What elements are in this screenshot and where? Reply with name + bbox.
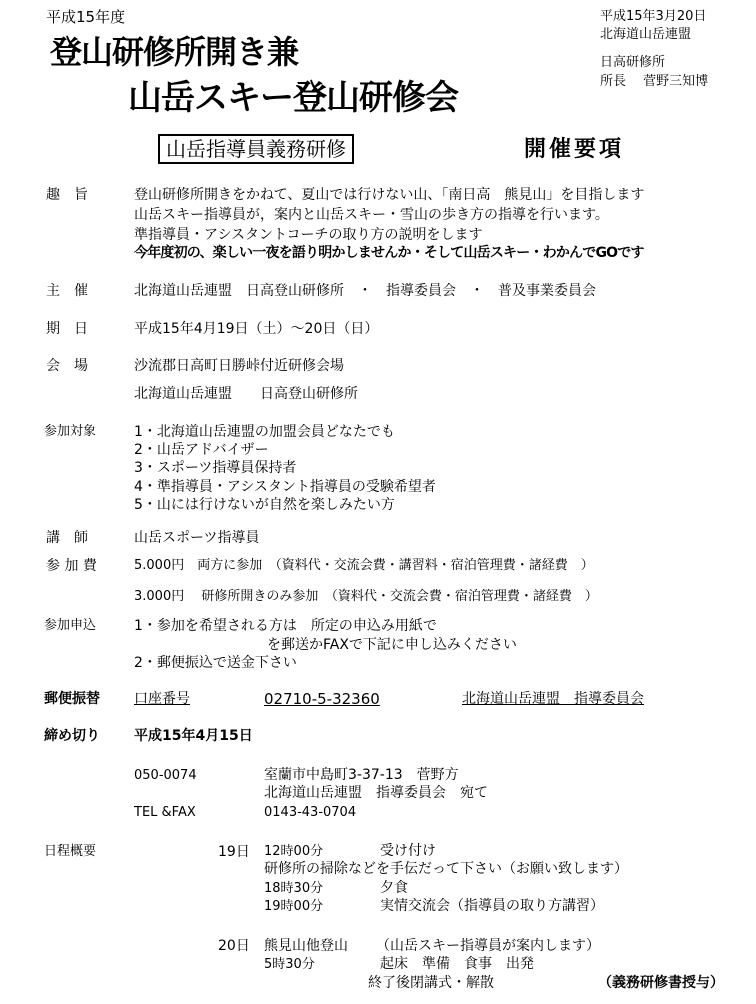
day2-title: 熊見山他登山 bbox=[264, 938, 348, 954]
schedule-event: 受け付け bbox=[380, 843, 436, 859]
fee-line1: 5.000円 両方に参加 （資料代・交流会費・講習料・宿泊管理費・諸経費 ） bbox=[134, 558, 594, 573]
year-label: 平成15年度 bbox=[46, 8, 126, 26]
venue-line1: 沙流郡日高町日勝峠付近研修会場 bbox=[134, 358, 344, 374]
schedule-event: 実情交流会（指導員の取り方講習） bbox=[380, 898, 604, 914]
issuer-title: 所長 菅野三知博 bbox=[600, 74, 709, 89]
tel-fax-label: TEL &FAX bbox=[134, 805, 196, 820]
title-line2: 山岳スキー登山研修会 bbox=[128, 78, 458, 118]
application-label: 参加申込 bbox=[44, 618, 97, 633]
schedule-time: 12時00分 bbox=[264, 844, 324, 859]
postal-code: 050-0074 bbox=[134, 768, 197, 783]
issuer-org: 北海道山岳連盟 bbox=[600, 27, 692, 42]
purpose-line: 登山研修所開きをかねて、夏山では行けない山、「南日高 熊見山」を目指します bbox=[134, 187, 645, 203]
venue-label: 会 場 bbox=[46, 358, 88, 374]
eligibility-item: 4・準指導員・アシスタント指導員の受験希望者 bbox=[134, 479, 436, 495]
schedule-time: 19時00分 bbox=[264, 899, 324, 914]
eligibility-item: 3・スポーツ指導員保持者 bbox=[134, 460, 297, 476]
organizer-label: 主 催 bbox=[46, 283, 88, 299]
day2-event: 起床 準備 食事 出発 bbox=[380, 956, 534, 972]
account-number: 02710-5-32360 bbox=[264, 690, 380, 708]
eligibility-item: 5・山には行けないが自然を楽しみたい方 bbox=[134, 497, 395, 513]
day2-label: 20日 bbox=[218, 938, 250, 954]
eligibility-item: 2・山岳アドバイザー bbox=[134, 442, 269, 458]
schedule-event: 研修所の掃除などを手伝だって下さい（お願い致します） bbox=[264, 861, 628, 877]
schedule-label: 日程概要 bbox=[44, 844, 97, 859]
certificate-note: （義務研修書授与） bbox=[598, 975, 724, 991]
purpose-line-emphasis: 今年度初の、楽しい一夜を語り明かしませんか・そして山岳スキー・わかんでGOです bbox=[134, 245, 644, 261]
purpose-label: 趣 旨 bbox=[46, 187, 88, 203]
purpose-line: 山岳スキー指導員が，案内と山岳スキー・雪山の歩き方の指導を行います。 bbox=[134, 207, 609, 223]
day1-label: 19日 bbox=[218, 844, 250, 860]
deadline-label: 締め切り bbox=[44, 728, 100, 744]
contact-addressee: 北海道山岳連盟 指導委員会 宛て bbox=[264, 785, 488, 801]
purpose-line: 準指導員・アシスタントコーチの取り方の説明をします bbox=[134, 227, 483, 243]
venue-line2: 北海道山岳連盟 日高登山研修所 bbox=[134, 386, 358, 402]
schedule-time: 18時30分 bbox=[264, 881, 324, 896]
application-line3: 2・郵便振込で送金下さい bbox=[134, 655, 297, 671]
application-line1: 1・参加を希望される方は 所定の申込み用紙で bbox=[134, 618, 437, 634]
fee-label: 参 加 費 bbox=[46, 558, 97, 574]
dates-label: 期 日 bbox=[46, 321, 88, 337]
fee-line2: 3.000円 研修所開きのみ参加 （資料代・交流会費・宿泊管理費・諸経費 ） bbox=[134, 589, 598, 604]
account-name: 北海道山岳連盟 指導委員会 bbox=[462, 691, 644, 707]
dates-text: 平成15年4月19日（土）～20日（日） bbox=[134, 321, 379, 337]
page-heading: 開催要項 bbox=[524, 137, 625, 162]
eligibility-item: 1・北海道山岳連盟の加盟会員どなたでも bbox=[134, 424, 395, 440]
eligibility-label: 参加対象 bbox=[44, 424, 97, 439]
instructor-text: 山岳スポーツ指導員 bbox=[134, 530, 260, 546]
tel-fax-number: 0143-43-0704 bbox=[264, 805, 357, 820]
instructor-label: 講 師 bbox=[46, 530, 88, 546]
contact-address: 室蘭市中島町3-37-13 菅野方 bbox=[264, 767, 459, 783]
account-number-label: 口座番号 bbox=[134, 691, 190, 707]
day2-note: （山岳スキー指導員が案内します） bbox=[376, 938, 600, 954]
postal-transfer-label: 郵便振替 bbox=[44, 691, 100, 707]
organizer-text: 北海道山岳連盟 日高登山研修所 ・ 指導委員会 ・ 普及事業委員会 bbox=[134, 283, 596, 299]
schedule-event: 夕食 bbox=[380, 880, 408, 896]
day2-time: 5時30分 bbox=[264, 957, 315, 972]
issuer-dept: 日高研修所 bbox=[600, 55, 666, 70]
issuer-date: 平成15年3月20日 bbox=[600, 9, 707, 24]
deadline-text: 平成15年4月15日 bbox=[134, 728, 253, 744]
title-line1: 登山研修所開き兼 bbox=[50, 33, 299, 71]
application-line2: を郵送かFAXで下記に申し込みください bbox=[267, 637, 517, 653]
obligatory-training-badge: 山岳指導員義務研修 bbox=[158, 134, 354, 164]
day2-closing: 終了後閉講式・解散 bbox=[368, 975, 494, 991]
